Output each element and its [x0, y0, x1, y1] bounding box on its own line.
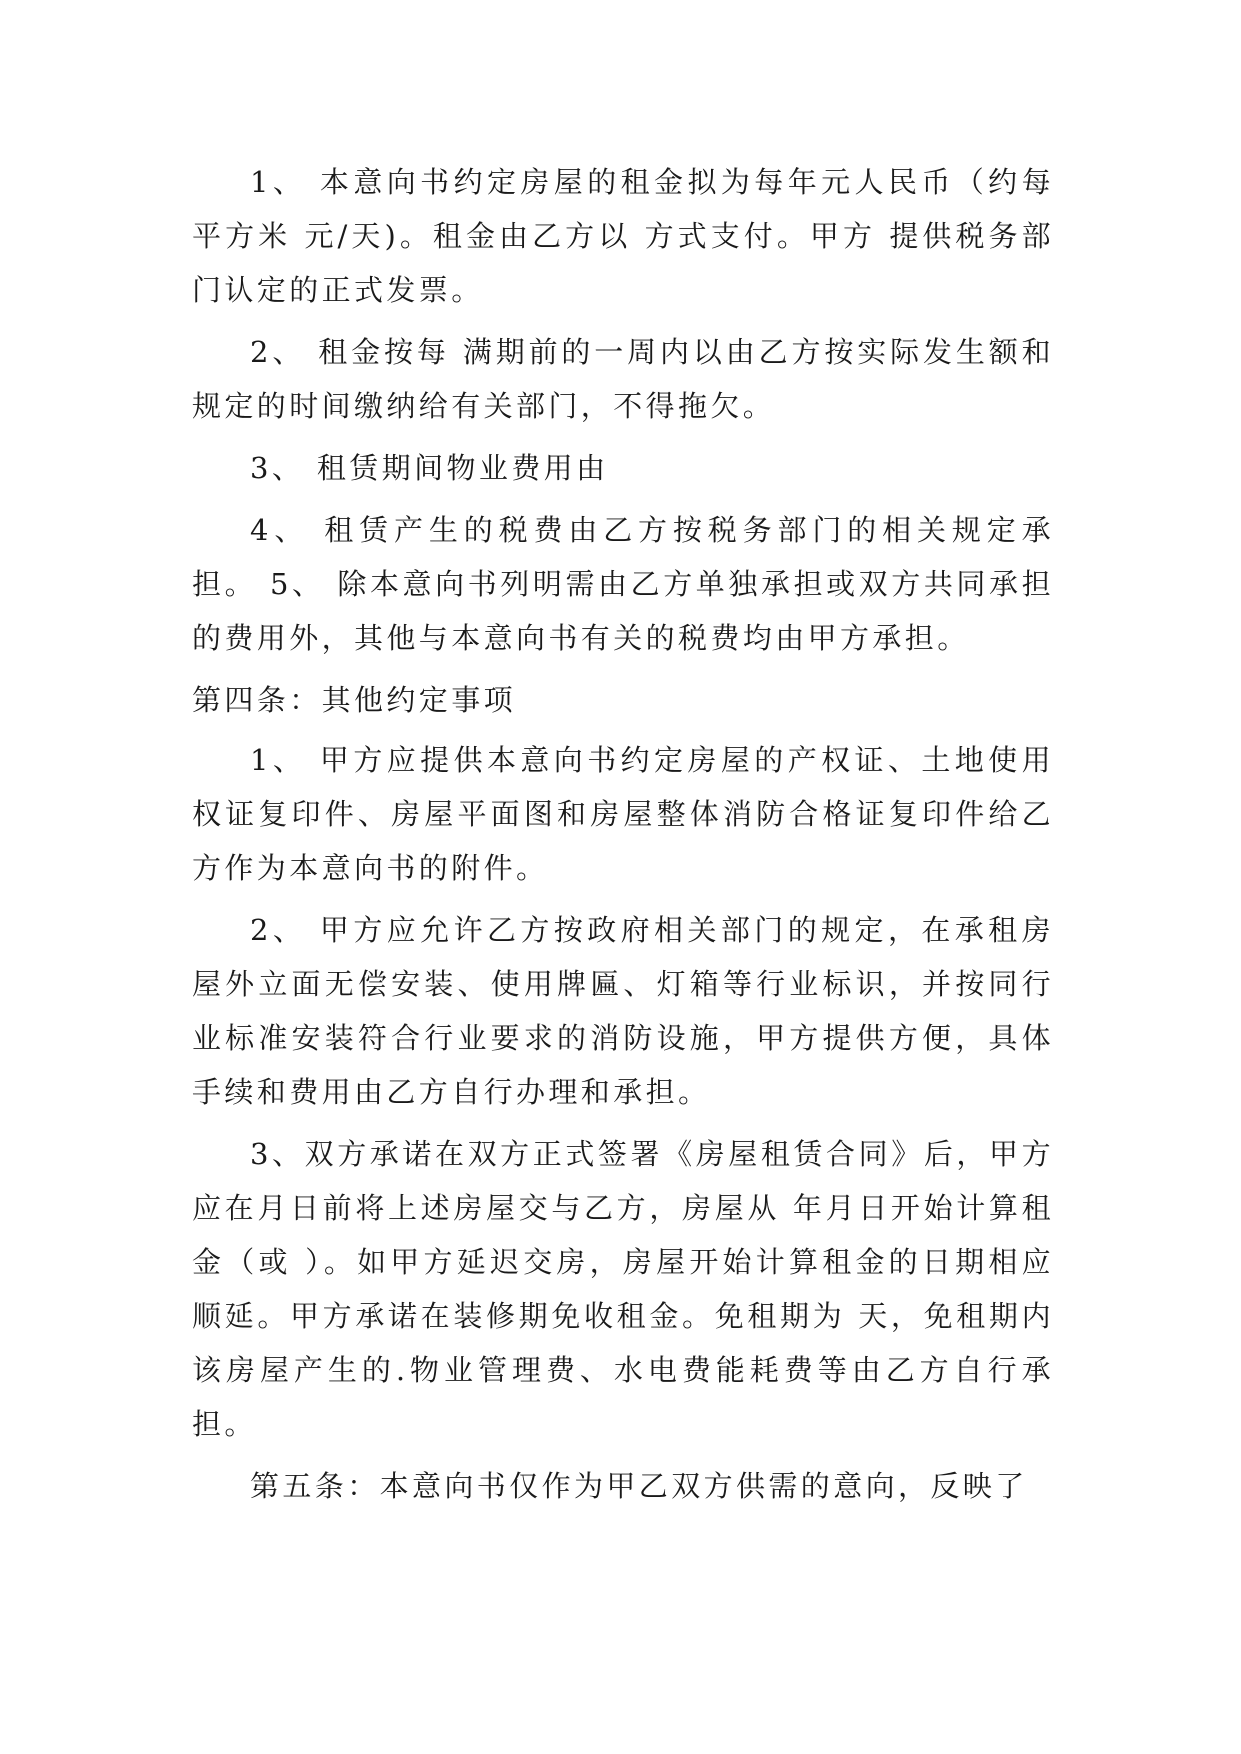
clause-rent-payment: 2、 租金按每 满期前的一周内以由乙方按实际发生额和规定的时间缴纳给有关部门，不得拖欠。: [192, 335, 1054, 423]
clause-signage: 2、 甲方应允许乙方按政府相关部门的规定，在承租房屋外立面无偿安装、使用牌匾、灯箱等行业标识，并按同行业标准安装符合行业要求的消防设施，甲方提供方便，具体手续和费用由乙方自行办理和承担。: [192, 913, 1054, 1109]
article-4-heading: 第四条：其他约定事项: [192, 683, 517, 717]
document-body: [192, 155, 1054, 1521]
clause-property-fee: 3、 租赁期间物业费用由: [250, 451, 609, 485]
clause-rent-amount: 1、 本意向书约定房屋的租金拟为每年元人民币（约每平方米 元/天)。租金由乙方以 方式支付。甲方 提供税务部门认定的正式发票。: [192, 165, 1054, 307]
clause-property-documents: 1、 甲方应提供本意向书约定房屋的产权证、土地使用权证复印件、房屋平面图和房屋整体消防合格证复印件给乙方作为本意向书的附件。: [192, 743, 1054, 885]
article-5-text: 第五条：本意向书仅作为甲乙双方供需的意向，反映了: [250, 1469, 1028, 1503]
clause-handover: 3、双方承诺在双方正式签署《房屋租赁合同》后，甲方应在月日前将上述房屋交与乙方，房屋从 年月日开始计算租金（或 ）。如甲方延迟交房，房屋开始计算租金的日期相应顺延。甲方承诺在装修期免收租金。免租期为 天，免租期内该房屋产生的.物业管理费、水电费能耗费等由乙方自行承担。: [192, 1137, 1054, 1441]
clause-taxes: 4、 租赁产生的税费由乙方按税务部门的相关规定承担。 5、 除本意向书列明需由乙方单独承担或双方共同承担的费用外，其他与本意向书有关的税费均由甲方承担。: [192, 513, 1054, 655]
